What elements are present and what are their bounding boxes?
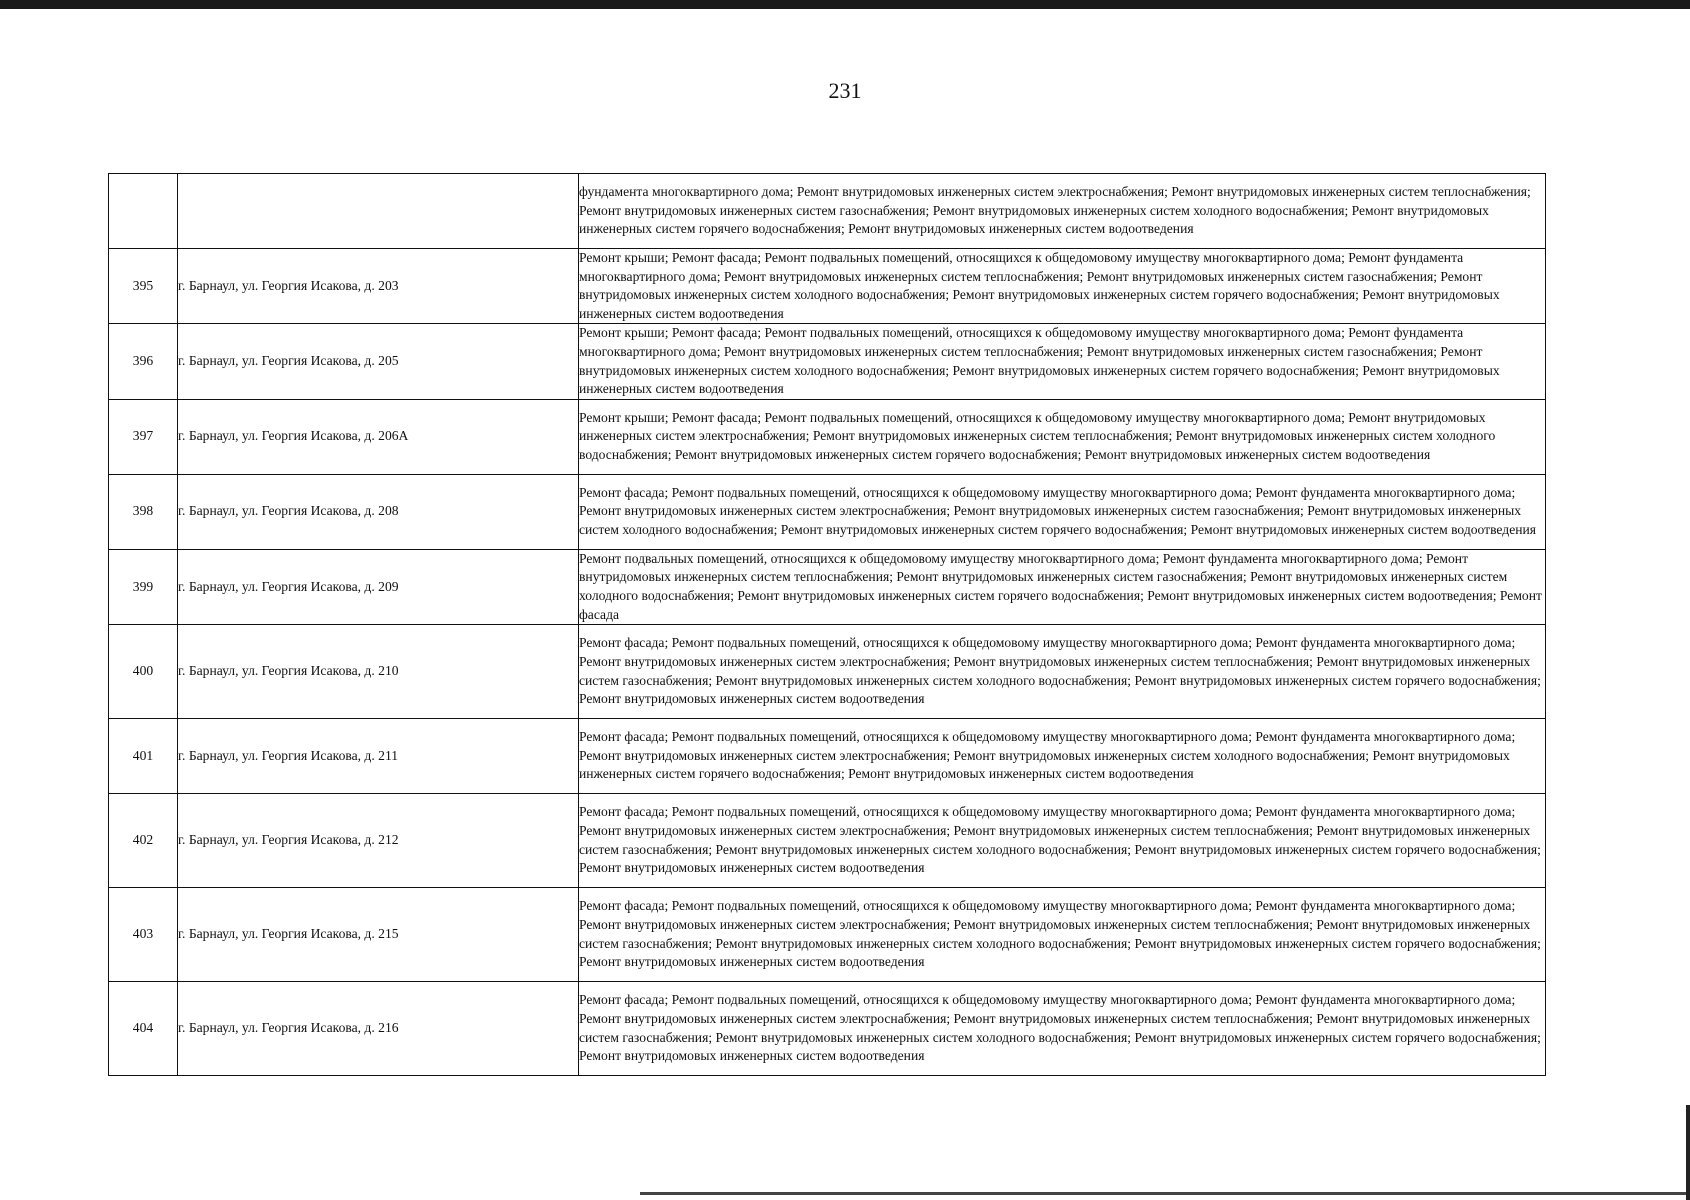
table-row (109, 794, 1546, 888)
row-address: г. Барнаул, ул. Георгия Исакова, д. 215 (178, 888, 579, 982)
row-number: 396 (109, 324, 178, 399)
table-row (109, 249, 1546, 324)
right-scan-edge (1686, 1105, 1690, 1200)
row-address: г. Барнаул, ул. Георгия Исакова, д. 216 (178, 982, 579, 1076)
row-address: г. Барнаул, ул. Георгия Исакова, д. 210 (178, 625, 579, 719)
row-address: г. Барнаул, ул. Георгия Исакова, д. 209 (178, 549, 579, 624)
row-number: 402 (109, 794, 178, 888)
row-works: фундамента многоквартирного дома; Ремонт внутридомовых инженерных систем электроснабжения; Ремонт внутридомовых инженерных систем теплоснабжения; Ремонт внутридомовых инженерных систем газоснабжения; Ремонт внутридомовых инженерных систем холодного водоснабжения; Ремонт внутридомовых инженерных систем горячего водоснабжения; Ремонт внутридомовых инженерных систем водоотведения (579, 174, 1546, 249)
row-works: Ремонт фасада; Ремонт подвальных помещений, относящихся к общедомовому имуществу многоквартирного дома; Ремонт фундамента многоквартирного дома; Ремонт внутридомовых инженерных систем электроснабжения; Ремонт внутридомовых инженерных систем теплоснабжения; Ремонт внутридомовых инженерных систем газоснабжения; Ремонт внутридомовых инженерных систем холодного водоснабжения; Ремонт внутридомовых инженерных систем горячего водоснабжения; Ремонт внутридомовых инженерных систем водоотведения (579, 794, 1546, 888)
row-works: Ремонт крыши; Ремонт фасада; Ремонт подвальных помещений, относящихся к общедомовому имуществу многоквартирного дома; Ремонт фундамента многоквартирного дома; Ремонт внутридомовых инженерных систем теплоснабжения; Ремонт внутридомовых инженерных систем газоснабжения; Ремонт внутридомовых инженерных систем холодного водоснабжения; Ремонт внутридомовых инженерных систем горячего водоснабжения; Ремонт внутридомовых инженерных систем водоотведения (579, 249, 1546, 324)
row-address: г. Барнаул, ул. Георгия Исакова, д. 203 (178, 249, 579, 324)
table-row (109, 174, 1546, 249)
row-works: Ремонт фасада; Ремонт подвальных помещений, относящихся к общедомовому имуществу многоквартирного дома; Ремонт фундамента многоквартирного дома; Ремонт внутридомовых инженерных систем электроснабжения; Ремонт внутридомовых инженерных систем холодного водоснабжения; Ремонт внутридомовых инженерных систем горячего водоснабжения; Ремонт внутридомовых инженерных систем водоотведения (579, 719, 1546, 794)
top-scan-border (0, 0, 1690, 9)
row-works: Ремонт фасада; Ремонт подвальных помещений, относящихся к общедомовому имуществу многоквартирного дома; Ремонт фундамента многоквартирного дома; Ремонт внутридомовых инженерных систем электроснабжения; Ремонт внутридомовых инженерных систем газоснабжения; Ремонт внутридомовых инженерных систем холодного водоснабжения; Ремонт внутридомовых инженерных систем горячего водоснабжения; Ремонт внутридомовых инженерных систем водоотведения (579, 474, 1546, 549)
bottom-scan-border (640, 1192, 1690, 1195)
table-row (109, 399, 1546, 474)
row-number: 399 (109, 549, 178, 624)
row-address: г. Барнаул, ул. Георгия Исакова, д. 211 (178, 719, 579, 794)
table-row (109, 719, 1546, 794)
row-works: Ремонт крыши; Ремонт фасада; Ремонт подвальных помещений, относящихся к общедомовому имуществу многоквартирного дома; Ремонт внутридомовых инженерных систем электроснабжения; Ремонт внутридомовых инженерных систем теплоснабжения; Ремонт внутридомовых инженерных систем холодного водоснабжения; Ремонт внутридомовых инженерных систем горячего водоснабжения; Ремонт внутридомовых инженерных систем водоотведения (579, 399, 1546, 474)
row-address: г. Барнаул, ул. Георгия Исакова, д. 206А (178, 399, 579, 474)
table-row (109, 474, 1546, 549)
row-works: Ремонт фасада; Ремонт подвальных помещений, относящихся к общедомовому имуществу многоквартирного дома; Ремонт фундамента многоквартирного дома; Ремонт внутридомовых инженерных систем электроснабжения; Ремонт внутридомовых инженерных систем теплоснабжения; Ремонт внутридомовых инженерных систем газоснабжения; Ремонт внутридомовых инженерных систем холодного водоснабжения; Ремонт внутридомовых инженерных систем горячего водоснабжения; Ремонт внутридомовых инженерных систем водоотведения (579, 625, 1546, 719)
table-row (109, 324, 1546, 399)
table-row (109, 549, 1546, 624)
table-row (109, 888, 1546, 982)
row-address: г. Барнаул, ул. Георгия Исакова, д. 208 (178, 474, 579, 549)
row-number (109, 174, 178, 249)
row-address: г. Барнаул, ул. Георгия Исакова, д. 212 (178, 794, 579, 888)
row-number: 400 (109, 625, 178, 719)
row-works: Ремонт фасада; Ремонт подвальных помещений, относящихся к общедомовому имуществу многоквартирного дома; Ремонт фундамента многоквартирного дома; Ремонт внутридомовых инженерных систем электроснабжения; Ремонт внутридомовых инженерных систем теплоснабжения; Ремонт внутридомовых инженерных систем газоснабжения; Ремонт внутридомовых инженерных систем холодного водоснабжения; Ремонт внутридомовых инженерных систем горячего водоснабжения; Ремонт внутридомовых инженерных систем водоотведения (579, 982, 1546, 1076)
row-number: 403 (109, 888, 178, 982)
table-row (109, 982, 1546, 1076)
row-number: 401 (109, 719, 178, 794)
row-works: Ремонт фасада; Ремонт подвальных помещений, относящихся к общедомовому имуществу многоквартирного дома; Ремонт фундамента многоквартирного дома; Ремонт внутридомовых инженерных систем электроснабжения; Ремонт внутридомовых инженерных систем теплоснабжения; Ремонт внутридомовых инженерных систем газоснабжения; Ремонт внутридомовых инженерных систем холодного водоснабжения; Ремонт внутридомовых инженерных систем горячего водоснабжения; Ремонт внутридомовых инженерных систем водоотведения (579, 888, 1546, 982)
row-number: 397 (109, 399, 178, 474)
row-address (178, 174, 579, 249)
row-address: г. Барнаул, ул. Георгия Исакова, д. 205 (178, 324, 579, 399)
page-number: 231 (828, 78, 862, 103)
repair-works-table (108, 173, 1546, 1076)
row-works: Ремонт подвальных помещений, относящихся к общедомовому имуществу многоквартирного дома; Ремонт фундамента многоквартирного дома; Ремонт внутридомовых инженерных систем теплоснабжения; Ремонт внутридомовых инженерных систем газоснабжения; Ремонт внутридомовых инженерных систем холодного водоснабжения; Ремонт внутридомовых инженерных систем горячего водоснабжения; Ремонт внутридомовых инженерных систем водоотведения; Ремонт фасада (579, 549, 1546, 624)
table-row (109, 625, 1546, 719)
row-number: 398 (109, 474, 178, 549)
row-number: 404 (109, 982, 178, 1076)
row-works: Ремонт крыши; Ремонт фасада; Ремонт подвальных помещений, относящихся к общедомовому имуществу многоквартирного дома; Ремонт фундамента многоквартирного дома; Ремонт внутридомовых инженерных систем теплоснабжения; Ремонт внутридомовых инженерных систем газоснабжения; Ремонт внутридомовых инженерных систем холодного водоснабжения; Ремонт внутридомовых инженерных систем горячего водоснабжения; Ремонт внутридомовых инженерных систем водоотведения (579, 324, 1546, 399)
row-number: 395 (109, 249, 178, 324)
